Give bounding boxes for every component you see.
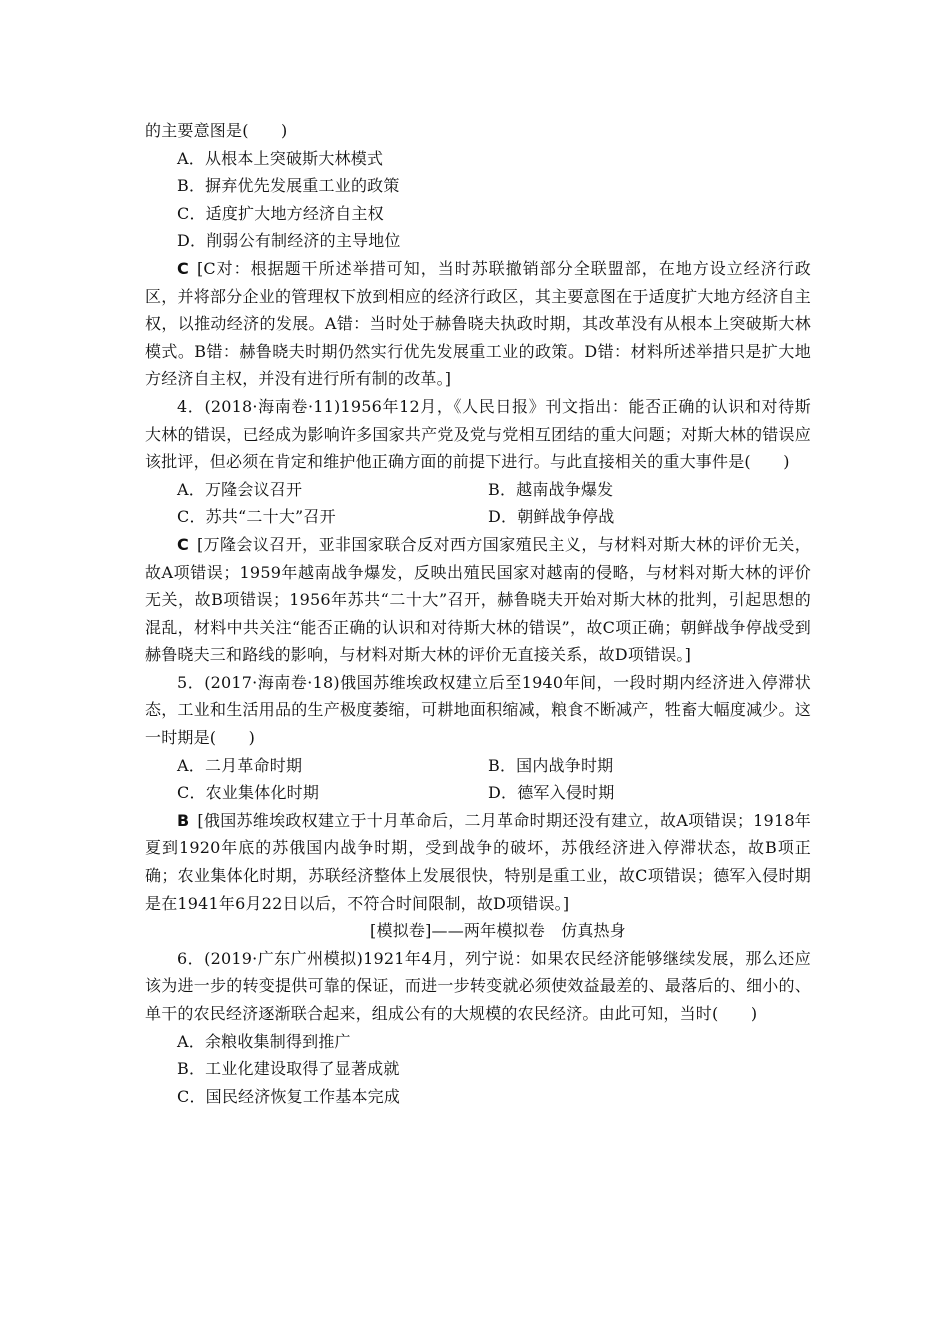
q3-option-b: B．摒弃优先发展重工业的政策	[177, 176, 400, 196]
q4-options-row-2	[145, 503, 811, 531]
q3-option-d: D．削弱公有制经济的主导地位	[177, 231, 401, 251]
q4-answer-letter: C	[177, 534, 189, 554]
q4-stem: 4．(2018·海南卷·11)1956年12月，《人民日报》刊文指出：能否正确的认识和对待斯大林的错误，已经成为影响许多国家共产党及党与党相互团结的重大问题；对斯大林的错误应该批评，但必须在肯定和维护他正确方面的前提下进行。与此直接相关的重大事件是( )	[145, 396, 811, 472]
q4-option-b: B．越南战争爆发	[488, 479, 614, 499]
q4-options-row-1	[145, 476, 811, 504]
q5-analysis: [俄国苏维埃政权建立于十月革命后，二月革命时期还没有建立，故A项错误；1918年夏到1920年底的苏俄国内战争时期，受到战争的破坏，苏俄经济进入停滞状态，故B项正确；农业集体化时期，苏联经济整体上发展很快，特别是重工业，故C项错误；德军入侵时期是在1941年6月22日以后，不符合时间限制，故D项错误。]	[145, 810, 811, 913]
q4-option-d: D．朝鲜战争停战	[488, 507, 615, 527]
q3-answer-block	[145, 255, 811, 393]
q5-option-c: C．农业集体化时期	[177, 783, 320, 803]
q6-option-c: C．国民经济恢复工作基本完成	[177, 1086, 401, 1106]
q3-analysis: [C对：根据题干所述举措可知，当时苏联撤销部分全联盟部，在地方设立经济行政区，并将部分企业的管理权下放到相应的经济行政区，其主要意图在于适度扩大地方经济自主权，以推动经济的发展。A错：当时处于赫鲁晓夫执政时期，其改革没有从根本上突破斯大林模式。B错：赫鲁晓夫时期仍然实行优先发展重工业的政策。D错：材料所述举措只是扩大地方经济自主权，并没有进行所有制的改革。]	[145, 258, 811, 389]
q5-options-row-1	[145, 752, 811, 780]
q4-option-a: A．万隆会议召开	[177, 479, 303, 499]
section-title: [模拟卷]——两年模拟卷 仿真热身	[370, 921, 626, 941]
q6-option-a: A．余粮收集制得到推广	[177, 1031, 351, 1051]
q6-option-b: B．工业化建设取得了显著成就	[177, 1059, 400, 1079]
q3-option-a: A．从根本上突破斯大林模式	[177, 148, 384, 168]
document-page	[145, 117, 811, 1110]
q5-answer-block	[145, 807, 811, 917]
q6-stem: 6．(2019·广东广州模拟)1921年4月，列宁说：如果农民经济能够继续发展，那么还应该为进一步的转变提供可靠的保证，而进一步转变就必须使效益最差的、最落后的、细小的、单干的农民经济逐渐联合起来，组成公有的大规模的农民经济。由此可知，当时( )	[145, 948, 811, 1023]
q5-options-row-2	[145, 779, 811, 807]
q4-option-c: C．苏共“二十大”召开	[177, 507, 336, 527]
q5-option-b: B．国内战争时期	[488, 755, 614, 775]
q3-stem-tail: 的主要意图是( )	[145, 121, 288, 140]
q3-answer-letter: C	[177, 258, 189, 278]
q4-analysis: [万隆会议召开，亚非国家联合反对西方国家殖民主义，与材料对斯大林的评价无关，故A项错误；1959年越南战争爆发，反映出殖民国家对越南的侵略，与材料对斯大林的评价无关，故B项错误；1956年苏共“二十大”召开，赫鲁晓夫开始对斯大林的批判，引起思想的混乱，材料中共关注“能否正确的认识和对待斯大林的错误”，故C项正确；朝鲜战争停战受到赫鲁晓夫三和路线的影响，与材料对斯大林的评价无直接关系，故D项错误。]	[145, 534, 811, 665]
q5-stem: 5．(2017·海南卷·18)俄国苏维埃政权建立后至1940年间，一段时期内经济进入停滞状态，工业和生活用品的生产极度萎缩，可耕地面积缩减，粮食不断减产，牲畜大幅度减少。这一时期是( )	[145, 672, 811, 748]
q4-answer-block	[145, 531, 811, 669]
q5-option-d: D．德军入侵时期	[488, 783, 615, 803]
q3-option-c: C．适度扩大地方经济自主权	[177, 203, 384, 223]
q5-answer-letter: B	[177, 810, 190, 830]
q5-option-a: A．二月革命时期	[177, 755, 303, 775]
